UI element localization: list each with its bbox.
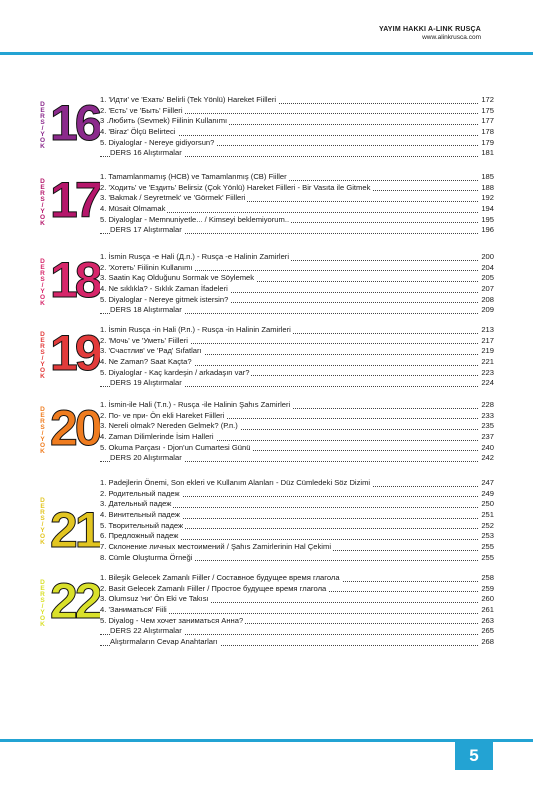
lesson-number: 21: [50, 502, 100, 558]
toc-entry-page: 224: [481, 378, 494, 388]
toc-entry-title: 5. Okuma Parçası - Djon'un Cumartesi Günü: [100, 442, 251, 452]
toc-entry[interactable]: [100, 573, 494, 584]
toc-entry-page: 195: [481, 214, 494, 224]
toc-entry[interactable]: [100, 305, 494, 316]
lesson-entries: [100, 252, 494, 316]
toc-entry-page: 250: [481, 499, 494, 509]
toc-entry[interactable]: [100, 453, 494, 464]
toc-entry-title: DERS 22 Alıştırmalar: [110, 626, 182, 636]
toc-entry[interactable]: [100, 378, 494, 389]
toc-entry-title: 1. Bileşik Gelecek Zamanlı Fiiller / Составное будущее время глагола: [100, 573, 340, 582]
toc-entry-title: 3. Nereli olmak? Nereden Gelmek? (Р.п.): [100, 421, 238, 431]
toc-entry[interactable]: [100, 368, 494, 379]
toc-entry-title: 5. Diyaloglar - Memnuniyetle... / Kimseyi beklemiyorum..: [100, 214, 290, 224]
toc-entry-title: 1. İsmin Rusça -in Hali (Р.п.) - Rusça -in Halinin Zamirleri: [100, 325, 291, 334]
toc-entry-page: 205: [481, 273, 494, 283]
lesson-side-label: DERS/YOK: [39, 178, 46, 226]
toc-entry-title: Alıştırmaların Cevap Anahtarları: [110, 637, 218, 647]
toc-entry-page: 185: [481, 172, 494, 181]
toc-entry-title: DERS 19 Alıştırmalar: [110, 378, 182, 388]
lesson-entries: [100, 400, 494, 464]
toc-entry-page: 235: [481, 421, 494, 431]
toc-entry-page: 178: [481, 127, 494, 137]
toc-entry-page: 177: [481, 116, 494, 126]
toc-entry[interactable]: [100, 411, 494, 422]
toc-entry-title: 1. İsmin-ile Hali (Т.п.) - Rusça -ile Halinin Şahıs Zamirleri: [100, 400, 291, 409]
lesson-entries: [100, 325, 494, 389]
lesson-side-label: DERS/YOK: [39, 579, 46, 627]
toc-entry[interactable]: [100, 346, 494, 357]
toc-entry[interactable]: [100, 106, 494, 117]
toc-entry-title: 2. 'Есть' ve 'Быть' Fiilleri: [100, 105, 183, 115]
toc-entry-page: 233: [481, 410, 494, 420]
toc-entry-page: 213: [481, 325, 494, 334]
toc-entry-title: 8. Cümle Oluşturma Örneği: [100, 552, 193, 562]
toc-entry-page: 204: [481, 262, 494, 272]
toc-entry-title: DERS 18 Alıştırmalar: [110, 305, 182, 315]
toc-entry-page: 196: [481, 225, 494, 235]
toc-entry[interactable]: [100, 489, 494, 500]
header: [379, 26, 481, 42]
toc-entry[interactable]: [100, 594, 494, 605]
toc-entry[interactable]: [100, 336, 494, 347]
lesson-number: 22: [50, 573, 100, 629]
toc-entry[interactable]: [100, 273, 494, 284]
toc-entry[interactable]: [100, 432, 494, 443]
toc-entry-title: DERS 16 Alıştırmalar: [110, 148, 182, 158]
lesson-side-label: DERS/YOK: [39, 101, 46, 149]
toc-entry[interactable]: [100, 204, 494, 215]
toc-entry-page: 208: [481, 294, 494, 304]
toc-entry-title: 1. Tamamlanmamış (НСВ) ve Tamamlanmış (СВ) Fiiller: [100, 172, 287, 181]
toc-entry-page: 255: [481, 542, 494, 552]
toc-entry-title: DERS 17 Alıştırmalar: [110, 225, 182, 235]
toc-entry-page: 259: [481, 583, 494, 593]
toc-entry-title: 2. По- ve при- Ön ekli Hareket Fiilleri: [100, 410, 225, 420]
toc-entry-title: 3. Дательный падеж: [100, 499, 172, 509]
toc-entry-title: DERS 20 Alıştırmalar: [110, 453, 182, 463]
toc-entry-title: 5. Творительный падеж: [100, 520, 184, 530]
toc-entry[interactable]: [100, 531, 494, 542]
toc-entry-title: 5. Diyaloglar - Nereye gidiyorsun?: [100, 137, 215, 147]
toc-entry-title: 3. 'Счастлив' ve 'Рад' Sıfatları: [100, 346, 202, 356]
toc-entry-page: 247: [481, 478, 494, 487]
toc-entry[interactable]: [100, 148, 494, 159]
toc-entry-page: 179: [481, 137, 494, 147]
toc-entry[interactable]: [100, 215, 494, 226]
lesson-number: 20: [50, 400, 100, 456]
toc-entry-title: 2. 'Хотеть' Fiilinin Kullanımı: [100, 262, 193, 272]
toc-entry[interactable]: [100, 116, 494, 127]
toc-entry-page: 188: [481, 182, 494, 192]
top-rule: [0, 52, 533, 55]
toc-entry-title: 3. 'Bakmak / Seyretmek' ve 'Görmek' Fiilleri: [100, 193, 246, 203]
lesson-entries: [100, 573, 494, 648]
toc-entry-page: 252: [481, 520, 494, 530]
toc-entry[interactable]: [100, 616, 494, 627]
toc-entry-title: 5. Diyaloglar - Kaç kardeşin / arkadaşın var?: [100, 367, 250, 377]
toc-entry-title: 1. Padejlerin Önemi, Son ekleri ve Kullanım Alanları - Düz Cümledeki Söz Dizimi: [100, 478, 371, 487]
toc-entry-title: 2. 'Ходить' ve 'Ездить' Belirsiz (Çok Yönlü) Hareket Fiilleri - Bir Vasıta ile Gitmek: [100, 182, 371, 192]
toc-entry[interactable]: [100, 521, 494, 532]
lesson-side-label: DERS/YOK: [39, 258, 46, 306]
toc-entry[interactable]: [100, 138, 494, 149]
toc-entry-title: 1. 'Идти' ve 'Ехать' Belirli (Tek Yönlü) Hareket Fiilleri: [100, 95, 277, 104]
toc-entry-title: 4. 'Заниматься' Fiili: [100, 605, 167, 615]
lesson-side-label: DERS/YOK: [39, 331, 46, 379]
toc-entry-title: 3 .Любить (Sevmek) Fiilinin Kullanımı: [100, 116, 228, 126]
toc-entry-page: 228: [481, 400, 494, 409]
toc-entry-page: 223: [481, 367, 494, 377]
toc-entry-title: 2. Родительный падеж: [100, 488, 180, 498]
lesson-entries: [100, 172, 494, 236]
toc-entry-title: 4. 'Biraz' Ölçü Belirteci: [100, 127, 176, 137]
lesson-number: 16: [50, 95, 100, 151]
toc-entry-title: 7. Склонение личных местоимений / Şahıs Zamirlerinin Hal Çekimi: [100, 542, 332, 552]
toc-entry[interactable]: [100, 284, 494, 295]
toc-entry[interactable]: [100, 252, 494, 263]
bottom-rule: [0, 739, 533, 742]
toc-entry-page: 268: [481, 637, 494, 647]
lesson-entries: [100, 478, 494, 564]
toc-entry[interactable]: [100, 193, 494, 204]
toc-entry[interactable]: [100, 421, 494, 432]
toc-entry[interactable]: [100, 443, 494, 454]
toc-entry-page: 207: [481, 284, 494, 294]
toc-entry-page: 175: [481, 105, 494, 115]
toc-entry-page: 251: [481, 510, 494, 520]
lesson-side-label: DERS/YOK: [39, 496, 46, 545]
toc-entry[interactable]: [100, 325, 494, 336]
toc-entry-title: 3. Saatin Kaç Olduğunu Sormak ve Söylemek: [100, 273, 255, 283]
lesson-entries: [100, 95, 494, 159]
website-link[interactable]: www.alinkrusca.com: [422, 34, 481, 41]
toc-entry[interactable]: [100, 183, 494, 194]
toc-entry-title: 4. Ne Zaman? Saat Kaçta?: [100, 357, 192, 367]
toc-entry[interactable]: [100, 357, 494, 368]
toc-entry-page: 265: [481, 626, 494, 636]
toc-entry-page: 200: [481, 252, 494, 261]
toc-entry-page: 240: [481, 442, 494, 452]
toc-entry-page: 255: [481, 552, 494, 562]
toc-entry-title: 6. Предложный падеж: [100, 531, 179, 541]
toc-entry-title: 4. Zaman Dilimlerinde İsim Halleri: [100, 432, 214, 442]
lesson-number: 18: [50, 252, 100, 308]
toc-entry-title: 5. Diyalog - Чем хочет заниматься Анна?: [100, 615, 244, 625]
toc-entry[interactable]: [100, 127, 494, 138]
toc-entry[interactable]: [100, 295, 494, 306]
toc-entry[interactable]: [100, 605, 494, 616]
lesson-side-label: DERS/YOK: [39, 406, 46, 454]
lesson-number: 19: [50, 325, 100, 381]
toc-entry[interactable]: [100, 542, 494, 553]
toc-entry[interactable]: [100, 626, 494, 637]
toc-entry[interactable]: [100, 553, 494, 564]
toc-entry-page: 253: [481, 531, 494, 541]
toc-entry[interactable]: [100, 637, 494, 648]
toc-entry-page: 181: [481, 148, 494, 158]
toc-entry-title: 4. Müsait Olmamak: [100, 204, 166, 214]
toc-entry[interactable]: [100, 263, 494, 274]
toc-entry[interactable]: [100, 172, 494, 183]
toc-entry-title: 4. Винительный падеж: [100, 510, 180, 520]
page-number: 5: [455, 742, 493, 770]
toc-entry-title: 5. Diyaloglar - Nereye gitmek istersin?: [100, 294, 229, 304]
toc-entry-page: 261: [481, 605, 494, 615]
toc-entry-page: 260: [481, 594, 494, 604]
toc-entry[interactable]: [100, 478, 494, 489]
toc-entry-title: 2. 'Мочь' ve 'Уметь' Fiilleri: [100, 335, 188, 345]
toc-entry-title: 2. Basit Gelecek Zamanlı Fiiller / Простое будущее время глагола: [100, 583, 327, 593]
toc-entry-page: 237: [481, 432, 494, 442]
toc-entry[interactable]: [100, 400, 494, 411]
toc-entry-page: 172: [481, 95, 494, 104]
toc-entry-page: 221: [481, 357, 494, 367]
toc-entry[interactable]: [100, 510, 494, 521]
lesson-number: 17: [50, 172, 100, 228]
toc-entry-page: 219: [481, 346, 494, 356]
toc-entry-page: 192: [481, 193, 494, 203]
toc-entry-page: 242: [481, 453, 494, 463]
toc-entry[interactable]: [100, 95, 494, 106]
toc-entry[interactable]: [100, 499, 494, 510]
toc-entry-page: 209: [481, 305, 494, 315]
brand-label: YAYIM HAKKI A-LINK RUSÇA: [378, 26, 481, 33]
toc-entry-page: 194: [481, 204, 494, 214]
toc-entry-title: 1. İsmin Rusça -e Hali (Д.п.) - Rusça -e Halinin Zamirleri: [100, 252, 290, 261]
toc-entry-page: 258: [481, 573, 494, 582]
toc-entry-page: 263: [481, 615, 494, 625]
toc-entry-title: 4. Ne sıklıkla? - Sıklık Zaman İfadeleri: [100, 284, 228, 294]
toc-entry[interactable]: [100, 584, 494, 595]
toc-entry-title: 3. Olumsuz 'ни' Ön Eki ve Takısı: [100, 594, 209, 604]
toc-entry-page: 217: [481, 335, 494, 345]
toc-entry-page: 249: [481, 488, 494, 498]
toc-entry[interactable]: [100, 225, 494, 236]
